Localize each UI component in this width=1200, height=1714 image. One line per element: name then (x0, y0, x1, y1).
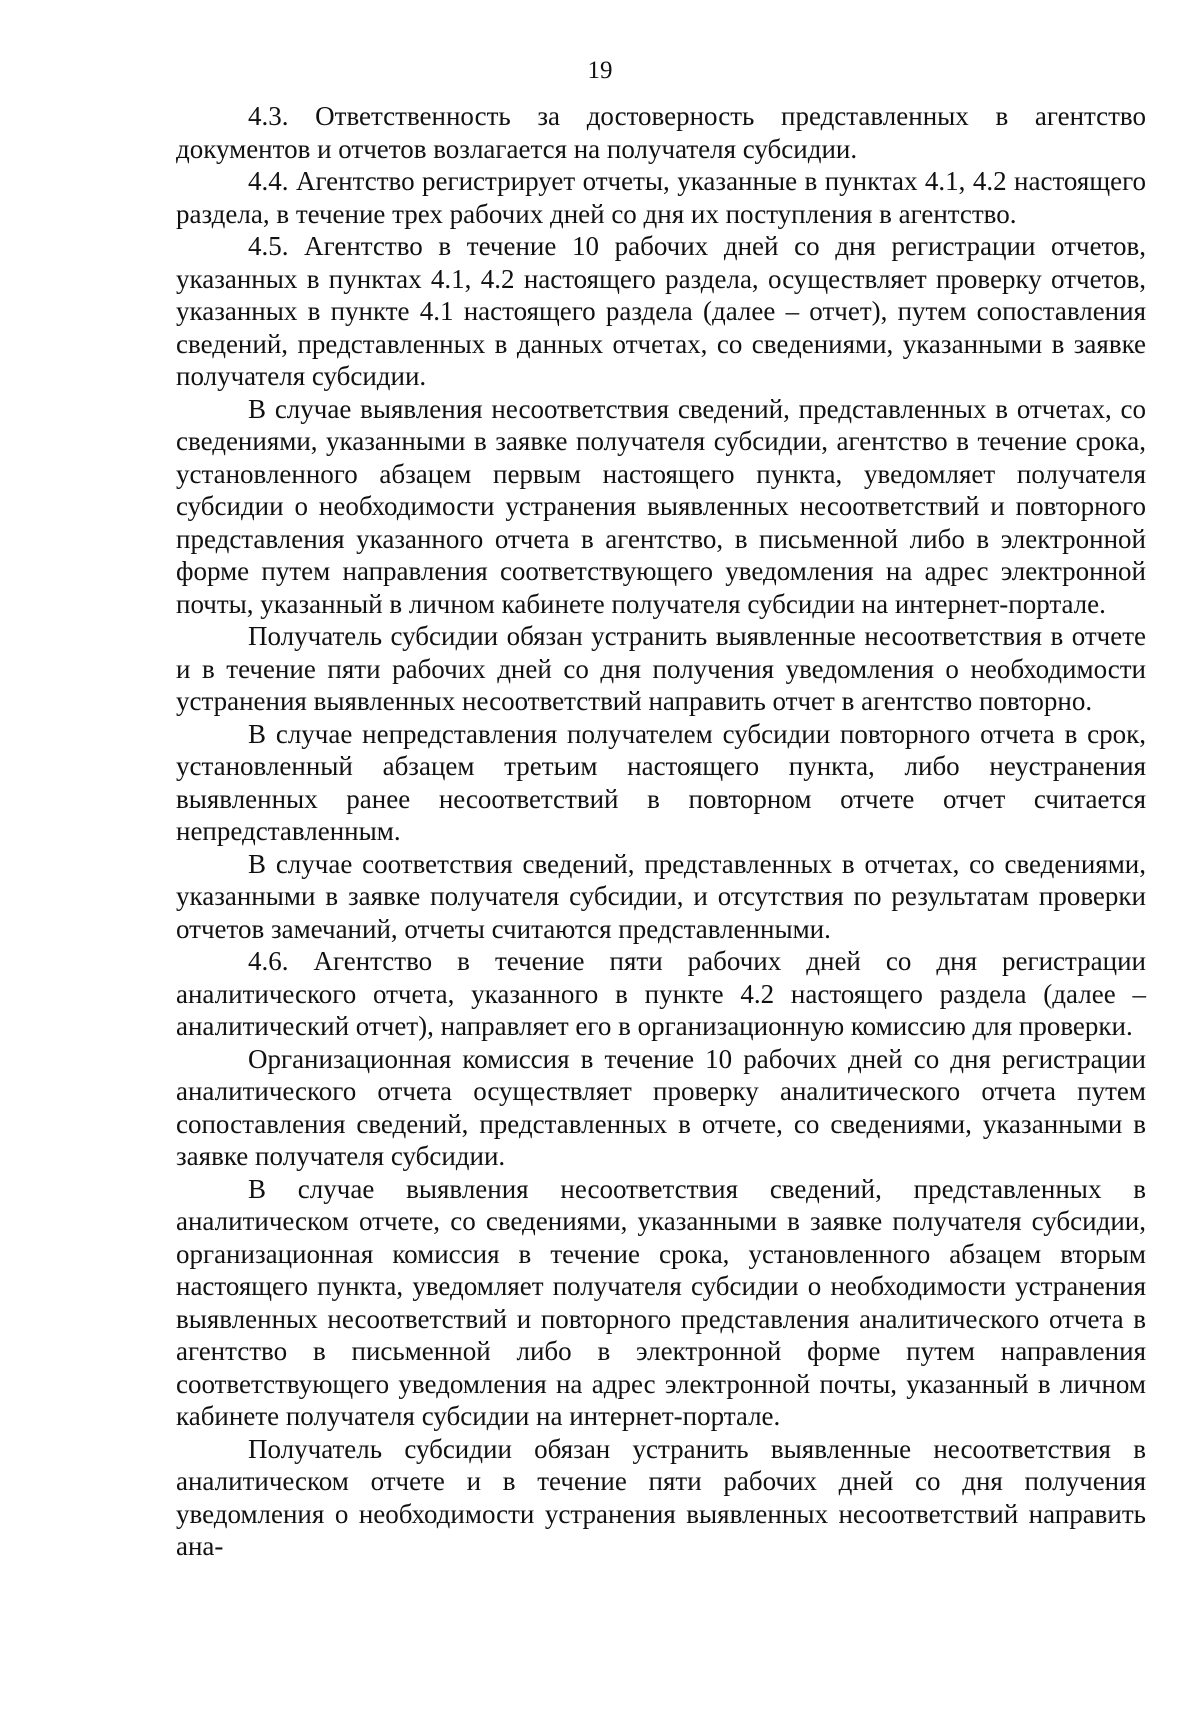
paragraph-4-5: 4.5. Агентство в течение 10 рабочих дней со дня регистрации отчетов, указанных в пунктах 4.1, 4.2 настоящего раздела, осуществляет проверку отчетов, указанных в пункте 4.1 настоящего раздела (далее – отчет), путем сопоставления сведений, представленных в данных отчетах, со сведениями, указанными в заявке получателя субсидии. (176, 231, 1146, 391)
page-number: 19 (587, 57, 613, 84)
paragraph-4-6-mismatch: В случае выявления несоответствия сведений, представленных в аналитическом отчете, со сведениями, указанными в заявке получателя субсидии, организационная комиссия в течение срока, установленного абзацем вторым настоящего пункта, уведомляет получателя субсидии о необходимости устранения выявленных несоответствий и повторного представления аналитического отчета в агентство в письменной либо в электронной форме путем направления соответствующего уведомления на адрес электронной почты, указанный в личном кабинете получателя субсидии на интернет-портале. (176, 1173, 1146, 1431)
paragraph-4-3: 4.3. Ответственность за достоверность представленных в агентство документов и отчетов возлагается на получателя субсидии. (176, 101, 1146, 164)
paragraph-4-6: 4.6. Агентство в течение пяти рабочих дней со дня регистрации аналитического отчета, указанного в пункте 4.2 настоящего раздела (далее – аналитический отчет), направляет его в организационную комиссию для проверки. (176, 946, 1146, 1041)
paragraph-4-6-obligation: Получатель субсидии обязан устранить выявленные несоответствия в аналитическом отчете и в течение пяти рабочих дней со дня получения уведомления о необходимости устранения выявленных несоответствий направить ана- (176, 1433, 1146, 1561)
paragraph-4-6-commission-check: Организационная комиссия в течение 10 рабочих дней со дня регистрации аналитического отчета осуществляет проверку аналитического отчета путем сопоставления сведений, представленных в отчете, со сведениями, указанными в заявке получателя субсидии. (176, 1043, 1146, 1171)
paragraph-4-5-compliance: В случае соответствия сведений, представленных в отчетах, со сведениями, указанными в заявке получателя субсидии, и отсутствия по результатам проверки отчетов замечаний, отчеты считаются представленными. (176, 848, 1146, 944)
paragraph-4-5-obligation: Получатель субсидии обязан устранить выявленные несоответствия в отчете и в течение пяти рабочих дней со дня получения уведомления о необходимости устранения выявленных несоответствий направить отчет в агентство повторно. (176, 621, 1146, 716)
document-body (176, 100, 1146, 1563)
paragraph-4-5-nonsubmission: В случае непредставления получателем субсидии повторного отчета в срок, установленный абзацем третьим настоящего пункта, либо неустранения выявленных ранее несоответствий в повторном отчете отчет считается непредставленным. (176, 718, 1146, 846)
paragraph-4-5-mismatch: В случае выявления несоответствия сведений, представленных в отчетах, со сведениями, указанными в заявке получателя субсидии, агентство в течение срока, установленного абзацем первым настоящего пункта, уведомляет получателя субсидии о необходимости устранения выявленных несоответствий и повторного представления указанного отчета в агентство, в письменной либо в электронной форме путем направления соответствующего уведомления на адрес электронной почты, указанный в личном кабинете получателя субсидии на интернет-портале. (176, 393, 1146, 619)
paragraph-4-4: 4.4. Агентство регистрирует отчеты, указанные в пунктах 4.1, 4.2 настоящего раздела, в течение трех рабочих дней со дня их поступления в агентство. (176, 166, 1146, 229)
